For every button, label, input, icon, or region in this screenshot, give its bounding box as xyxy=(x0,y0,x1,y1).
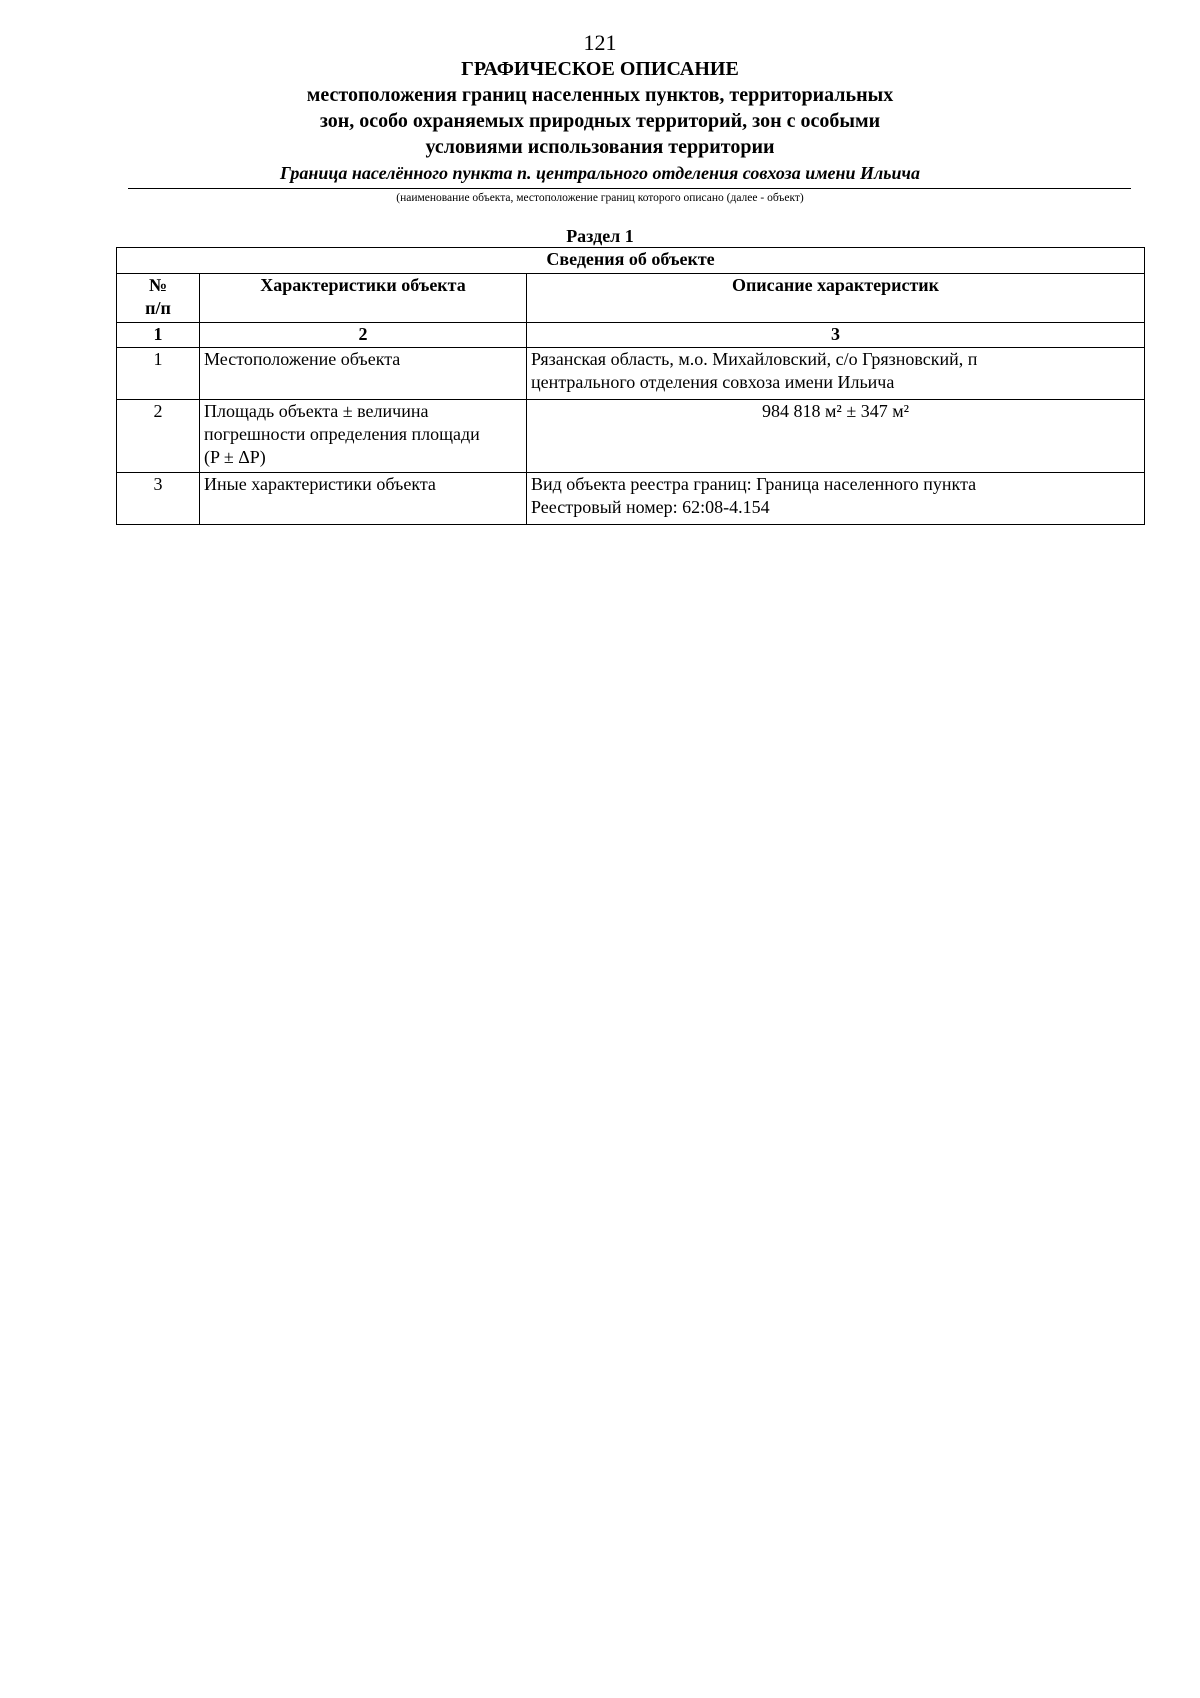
object-name: Граница населённого пункта п. центрального отделения совхоза имени Ильича xyxy=(280,163,920,183)
document-title xyxy=(0,56,1200,160)
row-description xyxy=(527,348,1145,400)
page-number: 121 xyxy=(583,30,617,55)
row-number: 3 xyxy=(117,473,200,525)
table-caption: Сведения об объекте xyxy=(117,248,1145,274)
description-line: 984 818 м² ± 347 м² xyxy=(762,401,909,421)
column-number: 2 xyxy=(200,323,527,348)
row-characteristic xyxy=(200,400,527,473)
characteristic-line: Местоположение объекта xyxy=(204,349,401,369)
row-description xyxy=(527,400,1145,473)
header-num-line-1: № xyxy=(148,275,168,295)
column-number-row xyxy=(117,323,1145,348)
table-caption-row xyxy=(117,248,1145,274)
description-line: Рязанская область, м.о. Михайловский, с/о Грязновский, п xyxy=(531,349,978,369)
column-number: 3 xyxy=(527,323,1145,348)
object-info-table xyxy=(116,247,1145,525)
row-characteristic xyxy=(200,473,527,525)
column-number: 1 xyxy=(117,323,200,348)
header-characteristics: Характеристики объекта xyxy=(200,274,527,323)
characteristic-line: Площадь объекта ± величина xyxy=(204,401,429,421)
title-line-4: условиями использования территории xyxy=(425,136,775,158)
table-row xyxy=(117,473,1145,525)
section-title: Раздел 1 xyxy=(566,226,634,246)
characteristic-line: погрешности определения площади xyxy=(204,424,480,444)
row-description xyxy=(527,473,1145,525)
title-line-2: местоположения границ населенных пунктов, территориальных xyxy=(306,84,894,106)
row-number: 1 xyxy=(117,348,200,400)
header-num xyxy=(117,274,200,323)
header-num-line-2: п/п xyxy=(145,298,171,318)
title-line-3: зон, особо охраняемых природных территорий, зон с особыми xyxy=(319,110,881,132)
description-line: Вид объекта реестра границ: Граница населенного пункта xyxy=(531,474,977,494)
table-row xyxy=(117,348,1145,400)
row-characteristic xyxy=(200,348,527,400)
characteristic-line: (P ± ΔP) xyxy=(204,447,266,467)
row-number: 2 xyxy=(117,400,200,473)
object-name-caption: (наименование объекта, местоположение границ которого описано (далее - объект) xyxy=(396,192,804,204)
object-name-underline xyxy=(128,188,1131,189)
table-row xyxy=(117,400,1145,473)
title-line-1: ГРАФИЧЕСКОЕ ОПИСАНИЕ xyxy=(461,58,739,80)
header-description: Описание характеристик xyxy=(527,274,1145,323)
description-line: Реестровый номер: 62:08-4.154 xyxy=(531,497,770,517)
description-line: центрального отделения совхоза имени Ильича xyxy=(531,372,895,392)
characteristic-line: Иные характеристики объекта xyxy=(204,474,436,494)
table-header-row xyxy=(117,274,1145,323)
